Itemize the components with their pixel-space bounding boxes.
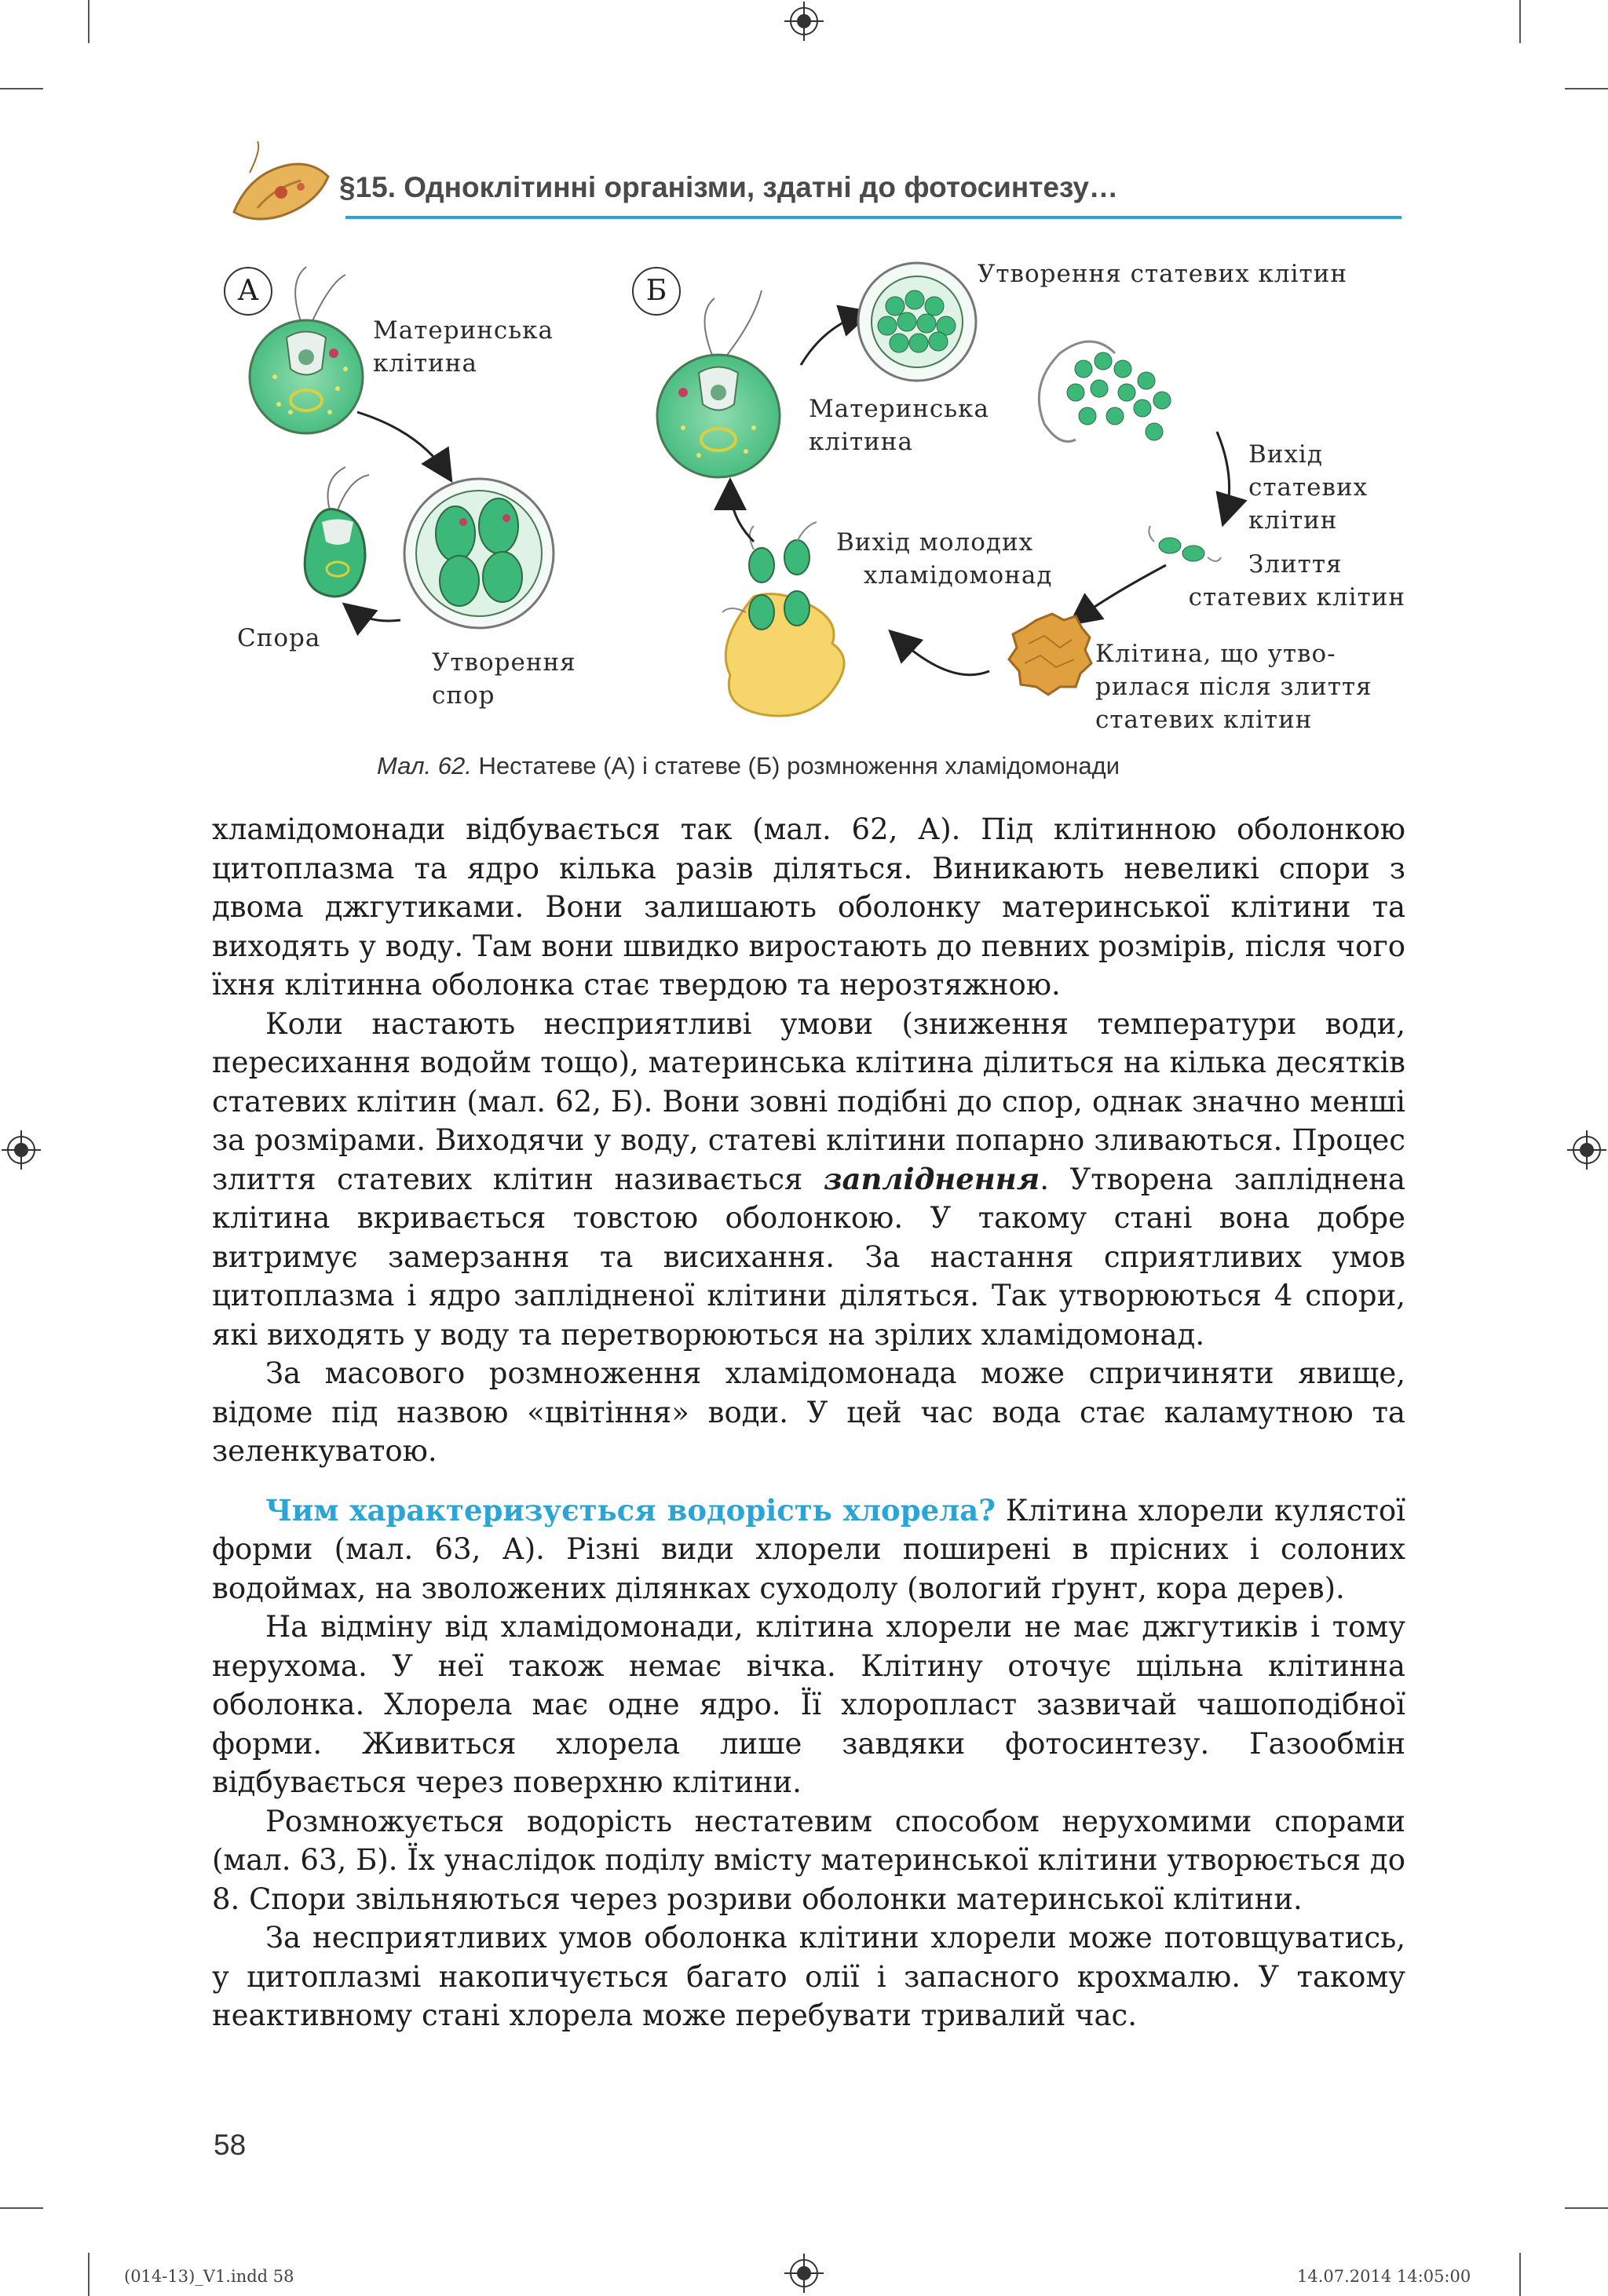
crop-mark xyxy=(1565,88,1608,89)
figure-caption xyxy=(377,752,1319,780)
paragraph: Чим характеризується водорість хлорела? Клітина хлорели кулястої форми (мал. 63, А). Різні види хлорели поширені в прісних і солоних водоймах, на зволожених ділянках суходолу (вологий ґрунт, кора дерев). xyxy=(212,1492,1405,1605)
header-rule xyxy=(345,216,1402,219)
spore-formation-cell-icon xyxy=(404,479,554,628)
footer-file: (014-13)_V1.indd 58 xyxy=(124,2267,294,2286)
body-text xyxy=(212,810,1405,2035)
section-title: §15. Одноклітинні організми, здатні до фотосинтезу… xyxy=(339,171,1119,203)
footer-date: 14.07.2014 14:05:00 xyxy=(1297,2267,1471,2286)
crop-mark xyxy=(1565,2207,1608,2209)
registration-mark-icon xyxy=(1567,1130,1606,1170)
registration-mark-icon xyxy=(2,1130,41,1170)
caption-text: Нестатеве (А) і статеве (Б) розмноження хламідомонади xyxy=(471,752,1120,779)
crop-mark xyxy=(88,0,90,43)
euglena-logo-icon xyxy=(226,141,344,235)
panel-a-letter: А xyxy=(224,267,272,316)
paragraph: За несприятливих умов оболонка клітини хлорели може потовщуватись, у цитоплазмі накопичується багато олії і запасного крохмалю. У такому неактивному стані хлорела може перебувати тривалий час. xyxy=(212,1921,1405,2032)
label-spore-formation: Утворення спор xyxy=(432,648,576,710)
gamete-formation-cell-icon xyxy=(858,263,976,381)
label-zygote: Клітина, що утво- рилася після злиття статевих клітин xyxy=(1095,640,1372,734)
label-mother-cell-a: Материнська клітина xyxy=(373,316,554,378)
registration-mark-icon xyxy=(784,2254,824,2293)
gamete-exit-icon xyxy=(1039,341,1171,442)
crop-mark xyxy=(0,88,43,89)
spore-icon xyxy=(305,467,369,597)
label-spore: Спора xyxy=(237,624,321,652)
paragraph: Розмножується водорість нестатевим способом нерухомими спорами (мал. 63, Б). Їх унаслідок поділу вмісту материнської клітини утворюється до 8. Спори звільняються через розриви оболонки материнської клітини. xyxy=(212,1804,1405,1916)
label-gamete-fusion: Злиття статевих клітин xyxy=(1188,550,1405,611)
paragraph: хламідомонади відбувається так (мал. 62, А). Під клітинною оболонкою цитоплазма та ядро кілька разів діляться. Виникають невеликі спори з двома джгутиками. Вони залишають оболонку материнської клітини та виходять у воду. Там вони швидко виростають до певних розмірів, після чого їхня клітинна оболонка стає твердою та нерозтяжною. xyxy=(212,812,1405,1002)
label-young-exit: Вихід молодих хламідомонад xyxy=(836,528,1053,590)
zygote-icon xyxy=(1009,614,1091,695)
crop-mark xyxy=(0,2207,43,2209)
label-gamete-exit: Вихід статевих клітин xyxy=(1248,440,1369,535)
label-gamete-formation: Утворення статевих клітин xyxy=(978,260,1347,288)
page-number: 58 xyxy=(214,2129,247,2161)
section-question: Чим характеризується водорість хлорела? xyxy=(265,1492,996,1528)
registration-mark-icon xyxy=(784,2,824,41)
mother-cell-b-icon xyxy=(657,290,780,477)
crop-mark xyxy=(1519,0,1521,43)
caption-number: Мал. 62. xyxy=(377,752,472,779)
panel-b-letter: Б xyxy=(632,267,681,316)
paragraph: Коли настають несприятливі умови (зниження температури води, пересихання водойм тощо), материнська клітина ділиться на кілька десятків статевих клітин (мал. 62, Б). Вони зовні подібні до спор, однак значно менші за розмірами. Виходячи у воду, статеві клітини попарно зливаються. Процес злиття статевих клітин називається запліднення. Утворена запліднена клітина вкривається товстою оболонкою. У такому стані вона добре витримує замерзання та висихання. За настання сприятливих умов цитоплазма і ядро заплідненої клітини діляться. Так утворюються 4 спори, які виходять у воду та перетворюються на зрілих хламідомонад. xyxy=(212,1006,1405,1352)
figure-62 xyxy=(212,251,1405,738)
paragraph: За масового розмноження хламідомонада може спричиняти явище, відоме під назвою «цвітіння» води. У цей час вода стає каламутною та зеленкуватою. xyxy=(212,1356,1405,1468)
label-mother-cell-b: Материнська клітина xyxy=(809,395,989,456)
young-chlamydomonas-release-icon xyxy=(722,522,844,716)
crop-mark xyxy=(88,2253,90,2296)
paragraph: На відміну від хламідомонади, клітина хлорели не має джгутиків і тому нерухома. У неї також немає вічка. Клітину оточує щільна клітинна оболонка. Хлорела має одне ядро. Її хлоропласт зазвичай чашоподібної форми. Живиться хлорела лише завдяки фотосинтезу. Газообмін відбувається через поверхню клітини. xyxy=(212,1610,1405,1799)
term-fertilization: запліднення xyxy=(823,1161,1040,1196)
crop-mark xyxy=(1519,2253,1521,2296)
